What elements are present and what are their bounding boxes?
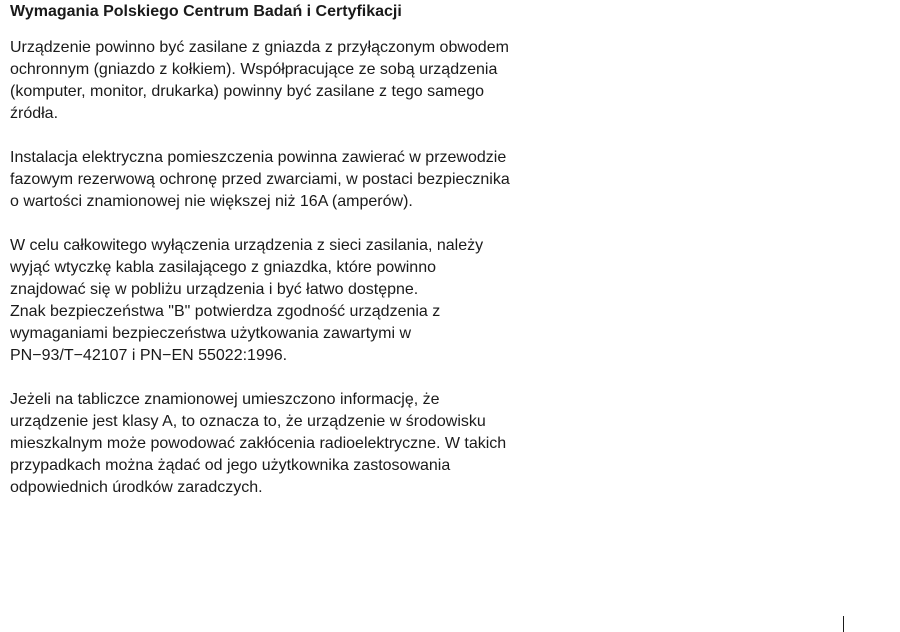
document-page (10, 0, 590, 499)
paragraph-class-a-interference (10, 389, 590, 499)
paragraph-line: ochronnym (gniazdo z kołkiem). Współpracujące ze sobą urządzenia (10, 61, 498, 78)
paragraph-grounded-outlet (10, 37, 590, 125)
paragraph-line: W celu całkowitego wyłączenia urządzenia z sieci zasilania, należy (10, 237, 484, 254)
paragraph-line: Znak bezpieczeństwa "B" potwierdza zgodność urządzenia z (10, 303, 441, 320)
paragraph-fuse-protection (10, 147, 590, 213)
paragraph-line: Jeżeli na tabliczce znamionowej umieszczono informację, że (10, 391, 440, 408)
paragraph-line: wyjąć wtyczkę kabla zasilającego z gniazdka, które powinno (10, 259, 436, 276)
paragraph-line: wymaganiami bezpieczeństwa użytkowania zawartymi w (10, 325, 412, 342)
page-edge-marker (843, 616, 844, 632)
paragraph-line: (komputer, monitor, drukarka) powinny być zasilane z tego samego (10, 83, 485, 100)
paragraph-line: znajdować się w pobliżu urządzenia i być łatwo dostępne. (10, 281, 419, 298)
paragraph-disconnect-safety (10, 235, 590, 367)
paragraph-line: Urządzenie powinno być zasilane z gniazda z przyłączonym obwodem (10, 39, 509, 56)
paragraph-line: odpowiednich úrodków zaradczych. (10, 479, 263, 496)
paragraph-line: źródła. (10, 105, 59, 122)
paragraph-line: urządzenie jest klasy A, to oznacza to, że urządzenie w środowisku (10, 413, 486, 430)
paragraph-line: PN−93/T−42107 i PN−EN 55022:1996. (10, 347, 288, 364)
paragraph-line: Instalacja elektryczna pomieszczenia powinna zawierać w przewodzie (10, 149, 507, 166)
paragraph-line: fazowym rezerwową ochronę przed zwarciami, w postaci bezpiecznika (10, 171, 510, 188)
paragraph-line: przypadkach można żądać od jego użytkownika zastosowania (10, 457, 451, 474)
paragraph-line: mieszkalnym może powodować zakłócenia radioelektryczne. W takich (10, 435, 507, 452)
page-title: Wymagania Polskiego Centrum Badań i Certyfikacji (10, 3, 402, 20)
paragraph-line: o wartości znamionowej nie większej niż 16A (amperów). (10, 193, 413, 210)
